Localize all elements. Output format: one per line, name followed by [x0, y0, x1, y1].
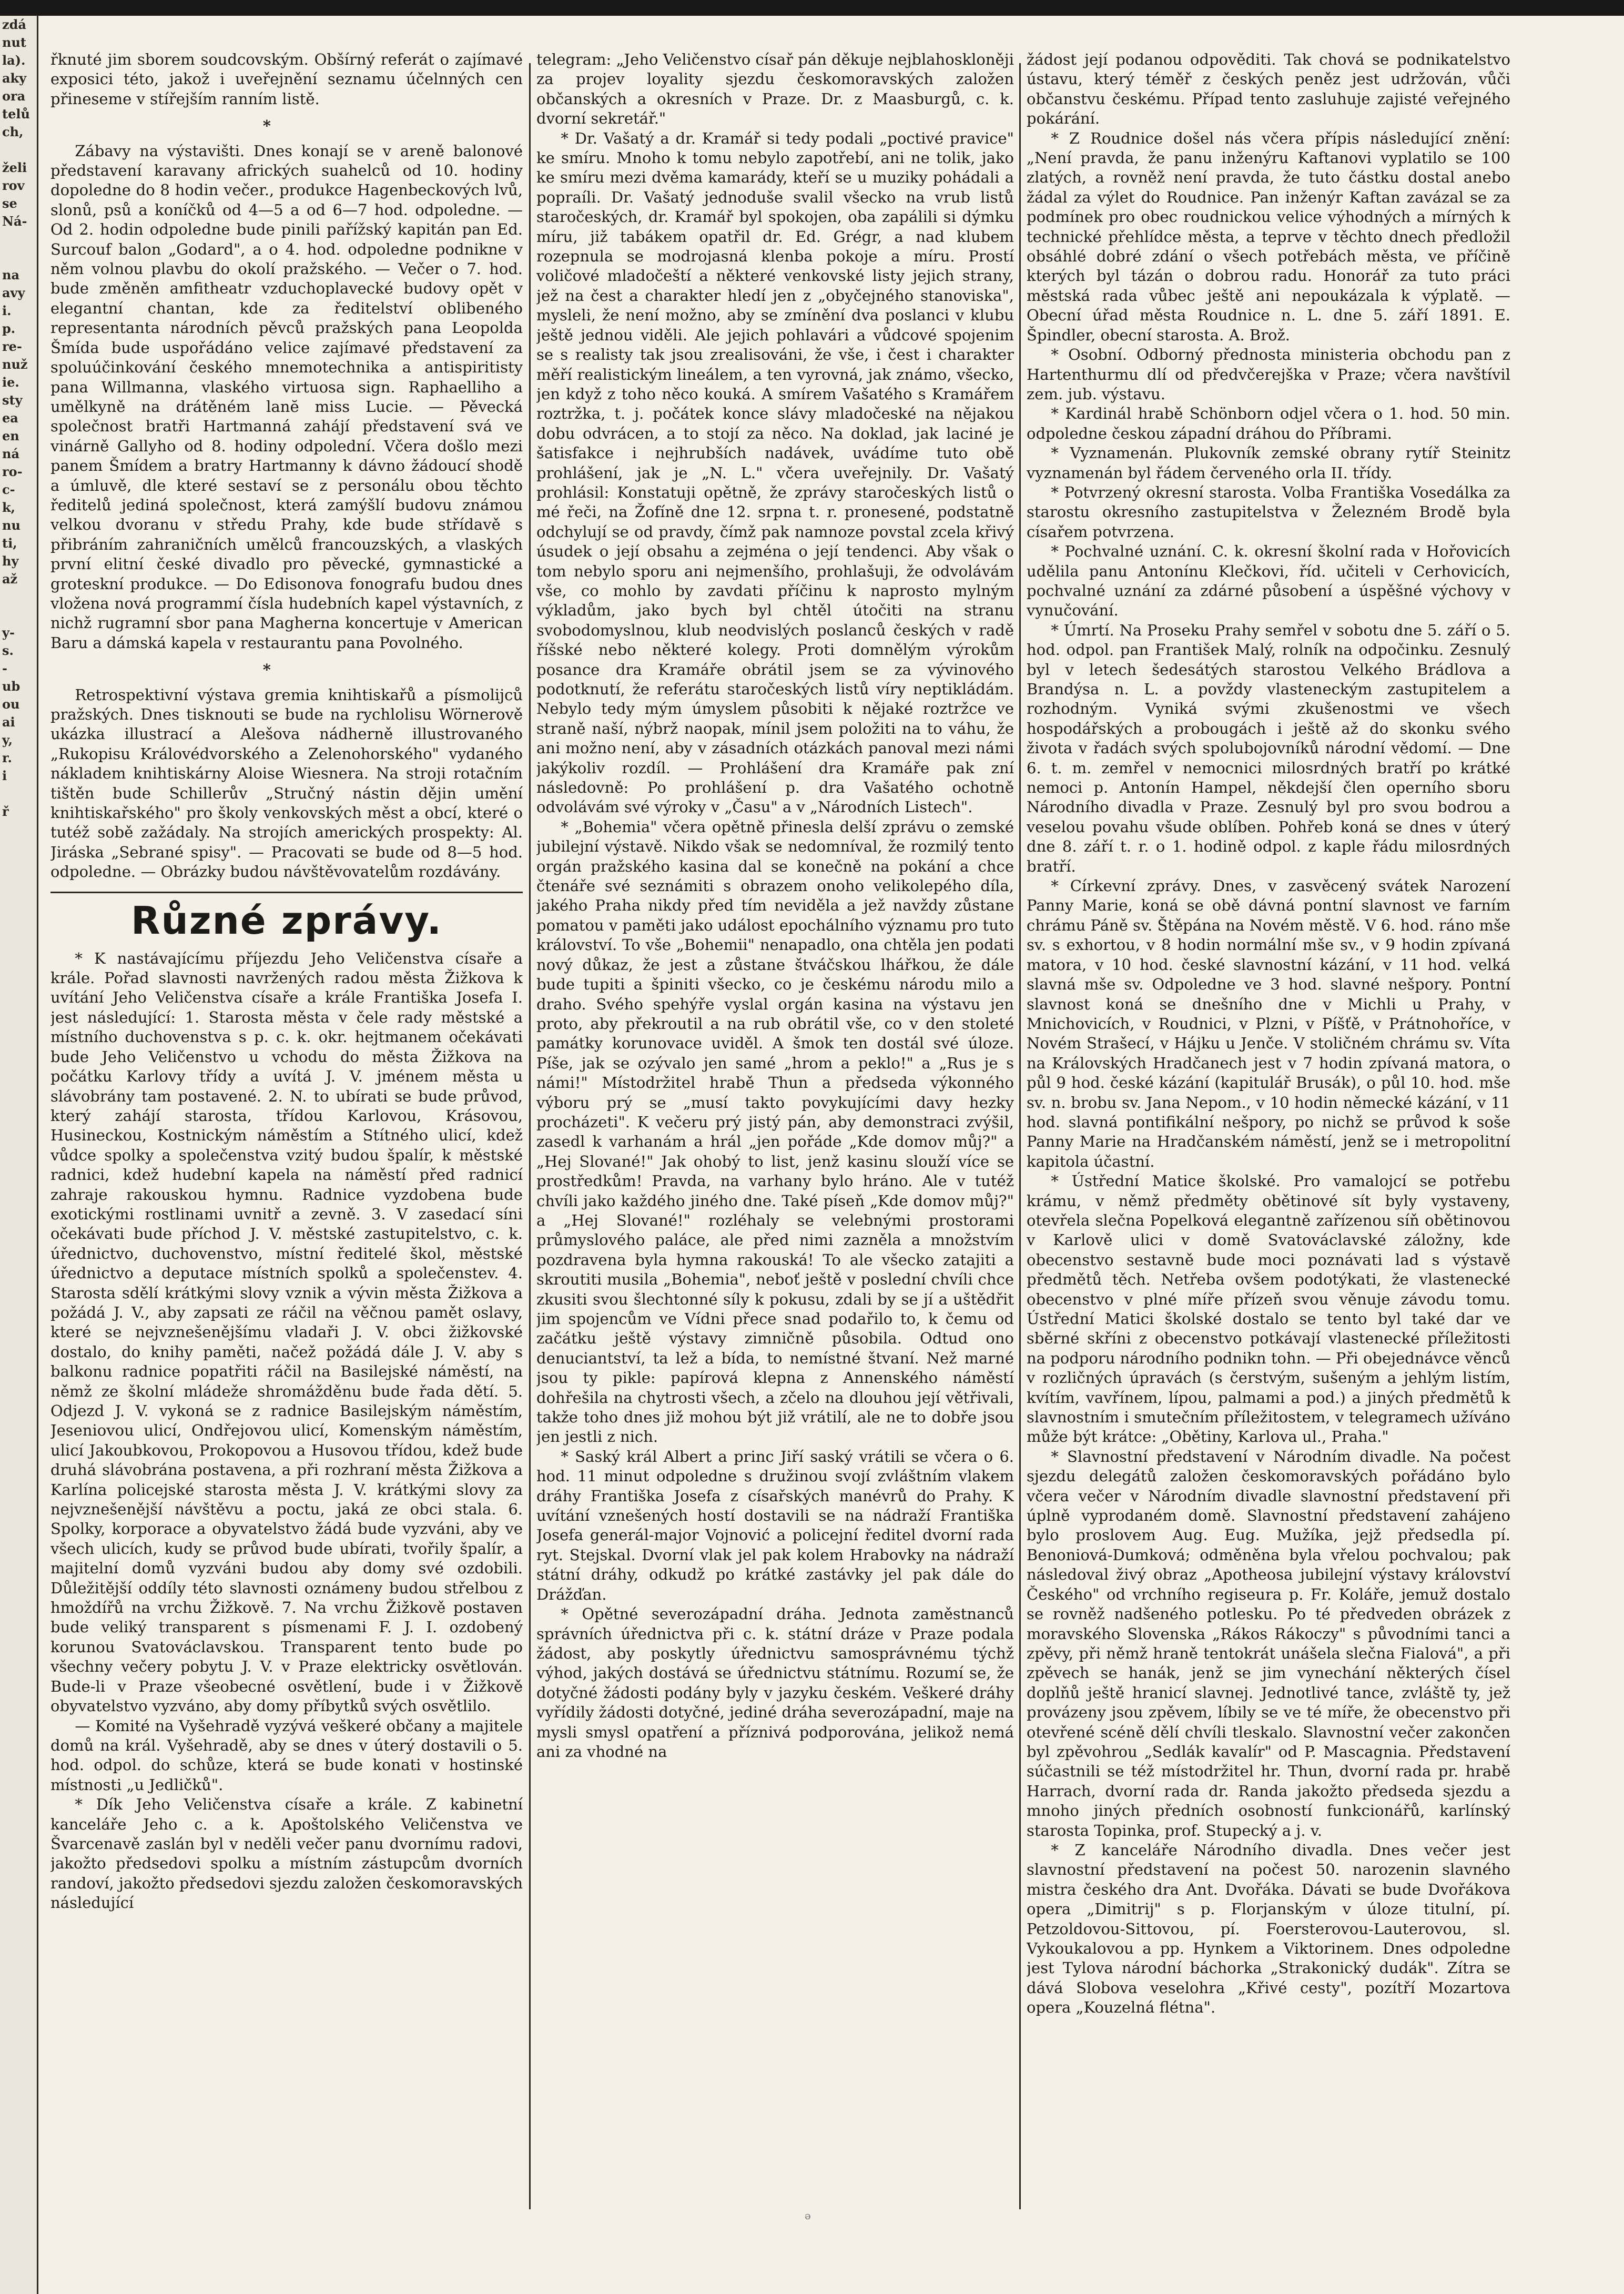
fragment-line: rov: [2, 178, 25, 193]
article-paragraph: * Opětné severozápadní dráha. Jednota zaměstnanců správních úřednictva při c. k. státní dráze v Praze podala žádost, aby poskytly úřednictvu samosprávnému týchž výhod, jakých dostává se úřednictvu státnímu. Rozumí se, že dotyčné žádosti podány byly v jazyku českém. Veškeré dráhy vyřídily žádosti dotyčné, jediné dráha severozápadní, maje na mysli smysl opatření a příznivá podporována, jelikož nemá ani za vhodné na: [536, 1605, 1014, 1761]
article-paragraph: žádost její podanou odpověditi. Tak chová se podnikatelstvo ústavu, který téměř z českých peněz jest udržován, vůči občanstvu českému. Případ tento zasluhuje zajisté veřejného pokárání.: [1027, 50, 1510, 128]
article-paragraph: — Komité na Vyšehradě vyzývá veškeré občany a majitele domů na král. Vyšehradě, aby se dnes v úterý dostavili o 5. hod. odpol. do schůze, která se bude konati v hostinské místnosti „u Jedličků".: [50, 1716, 523, 1794]
fragment-line: en: [2, 428, 19, 443]
fragment-line: avy: [2, 285, 25, 300]
page-footer-mark: ǝ: [805, 2209, 811, 2222]
fragment-line: hy: [2, 553, 19, 569]
fragment-line: [0, 230, 37, 248]
section-separator: *: [262, 661, 311, 679]
article-paragraph: * Dík Jeho Veličenstva císaře a krále. Z kabinetní kanceláře Jeho c. a k. Apoštolského Veličenstva ve Švarcenavě zaslán byl v neděli večer panu dvornímu radovi, jakožto předsedovi spolku a místním zástupcům dvorních randoví, jakožto předsedovi sjezdu založen českomoravských následující: [50, 1795, 523, 1912]
article-paragraph: Retrospektivní výstava gremia knihtiskařů a písmolijců pražských. Dnes tisknouti se bude na rychlolisu Wörnerově ukázka illustrací a Alešova nádherně illustrovaného „Rukopisu Královédvorského a Zelenohorského" vydaného nákladem knihtiskárny Aloise Wiesnera. Na stroji rotačním tištěn bude Schillerův „Stručný nástin dějin umění knihtiskařského" pro školy venkovských měst a obcí, které o tutéž sobě zažádaly. Na strojích amerických prospekty: Al. Jiráska „Sebrané spisy". — Pracovati se bude od 8—5 hod. odpoledne. — Obrázky budou návštěvovatelům rozdávány.: [50, 685, 523, 881]
column-rule-1: [529, 63, 531, 2209]
fragment-line: ti,: [2, 535, 17, 551]
fragment-line: aky: [2, 70, 27, 86]
article-paragraph: * Pochvalné uznání. C. k. okresní školní rada v Hořovicích udělila panu Antonínu Klečkovi, říd. učiteli v Cerhovicích, pochvalné uznání za zdárné působení a úspěšné výchovy v vynučování.: [1027, 542, 1510, 620]
article-paragraph: * Osobní. Odborný přednosta ministeria obchodu pan z Hartenthurmu dlí od předvčerejška v Praze; včera navštívil zem. jub. výstavu.: [1027, 346, 1510, 403]
fragment-line: zdá: [2, 17, 26, 32]
fragment-line: nut: [2, 35, 26, 50]
article-paragraph: * Z kanceláře Národního divadla. Dnes večer jest slavnostní představení na počest 50. narozenin slavného mistra českého dra Ant. Dvořáka. Dávati se bude Dvořákova opera „Dimitrij" s p. Florjanským v úloze titulní, pí. Petzoldovou-Sittovou, pí. Foersterovou-Lauterovou, sl. Vykoukalovou a pp. Hynkem a Viktorinem. Dnes odpoledne jest Tylova národní báchorka „Strakonický dudák". Zítra se dává Slobova veselohra „Křivé cesty", pozítří Mozartova opera „Kouzelná flétna".: [1027, 1841, 1510, 2017]
fragment-line: ná: [2, 446, 19, 461]
fragment-line: [0, 248, 37, 266]
article-paragraph: * Dr. Vašatý a dr. Kramář si tedy podali „poctivé pravice" ke smíru. Mnoho k tomu nebylo zapotřebí, ani ne tolik, jako ke smíru mezi dvěma kamarády, kteří se u muziky pohádali a popraíli. Dr. Vašatý jednoduše svalil všecko na vrub listů staročeských, dr. Kramář byl spokojen, oba zapálili si dýmku míru, již tabákem opatřil dr. Ed. Grégr, a nad klubem rozepnula se modrojasná klenba pokoje a míru. Prostí voličové mladočeští a některé venkovské listy jejich strany, jež na čest a charakter hledí jen z „obyčejného stanoviska", mysleli, že není možno, aby se zmínění dva poslanci v klubu ještě jednou viděli. Ale jejich pohlavári a vůdcové spojenim se s realisty tak jsou zrealisováni, že vše, i čest i charakter měří realistickým lineálem, a ten vyrovná, jak známo, všecko, jen když z toho něco kouká. A smírem Vašatého s Kramářem roztržka, t. j. počátek konce slávy mladočeské na nějakou dobu odvrácen, a to stojí za něco. Na doklad, jak laciné je šatisfakce i nejhrubších nadávek, uvádíme tuto obě prohlášení, jak je „N. L." včera uveřejnily. Dr. Vašatý prohlásil: Konstatuji opětně, že zprávy staročeských listů o mé řeči, na Žofíně dne 12. srpna t. r. pronesené, podstatně odchylují se od pravdy, čímž pak namnoze povstal zcela křivý úsudek o její obsahu a zejména o její tendenci. Aby však o tom nebylo sporu ani nejmenšího, prohlašuji, že odvolávám vše, co mohlo by zavdati příčinu k naprosto mylným výkladům, jako bych byl chtěl útočiti na stranu svobodomyslnou, klub neodvislých poslanců českých v radě říšské nebo některé kolegy. Proti domnělým výrokům posance dra Kramáře obrátil jsem se za vývinového podotknutí, že referátu staročeských listů víry neptikládám. Nebylo tedy mým úmyslem působiti k nějaké roztržce ve straně naší, nýbrž naopak, mínil jsem položiti na to váhu, že ani možno není, aby v zásadních otázkách panoval mezi námi jakýkoliv rozdíl. — Prohlášení dra Kramáře pak zní následovně: Po prohlášení p. dra Vašatého ochotně odvolávám své výroky v „Času" a v „Národních Listech".: [536, 129, 1014, 816]
fragment-line: ro-: [2, 464, 23, 479]
fragment-line: s.: [2, 643, 14, 658]
fragment-line: ea: [2, 410, 18, 426]
section-separator: *: [262, 117, 311, 135]
fragment-line: ie.: [2, 375, 19, 390]
article-paragraph: * K nastávajícímu příjezdu Jeho Veličenstva císaře a krále. Pořad slavnosti navržených radou města Žižkova k uvítání Jeho Veličenstva císaře a krále Františka Josefa I. jest následující: 1. Starosta města v čele rady městské a místního duchovenstva s p. c. k. okr. hejtmanem očekávati bude Jeho Veličenstvo u vchodu do města Žižkova na počátku Karlovy třídy a uvítá J. V. jménem města u slávobrány tam postavené. 2. N. to ubírati se bude průvod, který zahájí starosta, třídou Karlovou, Krásovou, Husineckou, Kostnickým náměstím a Stítného ulicí, kdež vůdce spolky a společenstva vzitý budou špalír, k městské radnici, kdež hudební kapela na náměstí před radnicí zahraje rakouskou hymnu. Radnice vyzdobena bude exotickými rostlinami uvnitř a zevně. 3. V zasedací síni očekávati bude příchod J. V. městské zastupitelstvo, c. k. úřednictvo, duchovenstvo, místní ředitelé škol, městské úřednictvo a deputace místních spolků a společenstev. 4. Starosta sdělí krátkými slovy vznik a vývin města Žižkova a požádá J. V., aby zapsati ze ráčil na věčnou pamět oslavy, které se nejvznešenějšímu vladaři J. V. obci žižkovské dostalo, do knihy paměti, načež požádá dále J. V. aby s balkonu radnice popatřiti ráčil na Basilejské náměstí, na němž ze školní mládeže shromážděnu bude řada dětí. 5. Odjezd J. V. vykoná se z radnice Basilejským náměstím, Jeseniovou ulicí, Ondřejovou ulicí, Komenským náměstím, ulicí Jakoubkovou, Prokopovou a Husovou třídou, kdež bude druhá slávobrána postavena, a při rozhraní města Žižkova a Karlína policejské starosta města J. V. krátkými slovy za nejvznešenější návštěvu a poctu, jaká ze obci stala. 6. Spolky, korporace a obyvatelstvo žádá bude vyzváni, aby ve všech ulicích, kudy se průvod bude ubírati, tvořily špalír, a majitelní domů vyzváni budou aby domy své ozdobili. Důležitější oddíly této slavnosti oznámeny budou střelbou z hmoždířů na vrchu Žižkově. 7. Na vrchu Žižkově postaven bude veliký transparent s písmenami F. J. I. ozdobený korunou Svatováclavskou. Transparent tento bude po všechny večery pobytu J. V. v Praze elektricky osvětlován. Bude-li v Praze všeobecné osvětlení, bude i v Žižkově obyvatelstvo vyzváno, aby domy příbytků svých osvětlilo.: [50, 949, 523, 1715]
article-paragraph: * Potvrzený okresní starosta. Volba Františka Vosedálka za starostu okresního zastupitelstva v Železném Brodě byla císařem potvrzena.: [1027, 483, 1510, 541]
fragment-line: ch,: [2, 124, 24, 139]
article-paragraph: * Církevní zprávy. Dnes, v zasvěcený svátek Narození Panny Marie, koná se obě dávná pontní slavnost ve farním chrámu Páně sv. Štěpána na Novém městě. V 6. hod. ráno mše sv. s exhortou, v 8 hodin normální mše sv., v 9 hodin zpívaná matora, v 10 hod. české slavnostní kázání, v 11 hod. velká slavná mše sv. Odpoledne ve 3 hod. slavné nešpory. Pontní slavnost koná se dnešního dne v Michli u Prahy, v Mnichovicích, v Roudnici, v Plzni, v Píšťě, v Prátnohoříce, v Novém Strašecí, v Hájku u Jenče. V stoličném chrámu sv. Víta na Královských Hradčanech jest v 7 hodin zpívaná matora, o půl 9 hod. české kázání (kapitulář Brusák), o půl 10. hod. mše sv. n. brobu sv. Jana Nepom., v 10 hodin německé kázání, v 11 hod. slavná pontifikální nešpory, po nichž se průvod k soše Panny Marie na Hradčanském náměstí, jenž se i metropolitní kapitola účastní.: [1027, 877, 1510, 1170]
previous-page-fragment: [0, 16, 38, 2294]
article-paragraph: řknuté jim sborem soudcovským. Obšírný referát o zajímavé exposici této, jakož i uveřejnění seznamu účelnných cen přineseme v stířejším ranním listě.: [50, 50, 523, 108]
fragment-line: sty: [2, 392, 23, 408]
fragment-line: Ná-: [2, 214, 27, 229]
fragment-line: želi: [2, 160, 27, 175]
fragment-line: ou: [2, 696, 20, 712]
fragment-line: i: [2, 768, 7, 783]
article-paragraph: * Slavnostní představení v Národním divadle. Na počest sjezdu delegátů založen českomoravských pořádáno bylo včera večer v Národním divadle slavnostní představení při úplně vyprodaném domě. Slavnostní představení zahájeno bylo proslovem Aug. Eug. Mužíka, jejž předsedla pí. Benoniová-Dumková; odměněna byla vřelou pochvalou; pak následoval živý obraz „Apotheosa jubilejní výstavy království Českého" od vrchního regiseura p. Fr. Koláře, jemuž dostalo se rovněž nadšeného potlesku. Po té předveden obrázek z moravského Slovenska „Rákos Rákoczy" s původními tanci a zpěvy, při němž hraně tentokrát unášela slečna Fialová", a při zpěvech se hanák, jenž se jim vynechání některých čísel doplňů ještě hranicí slavnej. Jednotlivé tance, zvláště ty, jež provázeny jsou zpěvem, líbily se ve té míře, že obecenstvo při otevřené scéně dělí chvíli tleskalo. Slavnostní večer zakončen byl zpěvohrou „Sedlák kavalír" od P. Mascagnia. Představení súčastnili se též místodržitel hr. Thun, dvorní rada pr. hrabě Harrach, dvorní rada dr. Randa jakožto předseda sjezdu a mnoho jiných předních osobností funkcionářů, karlínský starosta Topinka, prof. Stupecký a j. v.: [1027, 1447, 1510, 1840]
fragment-line: [0, 588, 37, 606]
fragment-line: c-: [2, 482, 15, 497]
fragment-line: [0, 141, 37, 159]
article-paragraph: * Z Roudnice došel nás včera přípis následující znění: „Není pravda, že panu inženýru Kaftanovi vyplatilo se 100 zlatých, a rovněž není pravda, že tuto částku dostal anebo žádal za výlet do Roudnice. Pan inženýr Kaftan zavázal se za podmínek pro obec roudnickou velice výhodných a mírných k technické přehlídce města, a teprve v těchto dnech předložil obsáhlé dobré zdání o všech potřebách města, ve příčině kterých byl tázán o dobrou radu. Honorář za tuto práci městská rada vůbec ještě ani nepoukázala k výplatě. — Obecní úřad města Roudnice n. L. dne 5. září 1891. E. Špindler, obecní starosta. A. Brož.: [1027, 129, 1510, 344]
fragment-line: k,: [2, 500, 15, 515]
fragment-line: až: [2, 571, 18, 587]
fragment-line: telů: [2, 106, 30, 122]
fragment-line: i.: [2, 303, 12, 318]
fragment-line: nuž: [2, 357, 28, 372]
fragment-line: -: [2, 661, 7, 676]
article-paragraph: * Úmrtí. Na Proseku Prahy semřel v sobotu dne 5. září o 5. hod. odpol. pan František Malý, rolník na odpočinku. Zesnulý byl v letech šedesátých starostou Velkého Brádlova a Brandýsa n. L. a povždy vlasteneckým zastupitelem a rozhodným. Vyniká svými zkušenostmi ve všech hospodářských a probougách i ještě až do skonku svého života v řadách svých spolubojovníků národní vědomí. — Dne 6. t. m. zemřel v nemocnici milosrdných bratří po krátké nemoci p. Antonín Hampel, někdejší člen operního sboru Národního divadla v Praze. Zesnulý byl pro svou bodrou a veselou povahu všude oblíben. Pohřeb koná se dnes v úterý dne 8. září t. r. o 1. hodině odpol. z kaple řádu milosrdných bratří.: [1027, 621, 1510, 875]
fragment-line: p.: [2, 321, 16, 336]
fragment-line: [0, 785, 37, 803]
fragment-line: na: [2, 267, 19, 282]
article-paragraph: telegram: „Jeho Veličenstvo císař pán děkuje nejblahoskloněji za projev loyality sjezdu českomoravských založen občanských a okresních v Praze. Dr. z Maasburgů, c. k. dvorní sekretář.": [536, 50, 1014, 128]
scan-top-border: [0, 0, 1624, 16]
column-1: [50, 50, 523, 2207]
column-3: [1027, 50, 1510, 2207]
fragment-line: re-: [2, 339, 22, 354]
fragment-line: r.: [2, 750, 12, 765]
article-paragraph: Zábavy na výstavišti. Dnes konají se v areně balonové představení karavany afrických suahelců od 10. hodiny dopoledne do 8 hodin večer., produkce Hagenbeckových lvů, slonů, psů a koníčků od 4—5 a od 6—7 hod. odpoledne. — Od 2. hodin odpoledne bude pinili pařížský kapitán pan Ed. Surcouf balon „Godard", a o 4. hod. odpoledne podnikne v něm volnou plavbu do okolí pražského. — Večer o 7. hod. bude změněn amfitheatr vzduchoplavecké budovy opět v elegantní chantan, kde za ředitelství oblibeného representanta národních pěvců pražských pana Leopolda Šmída bude uspořádáno velice zajímavé představení za spoluúčinkování českého mnemotechnika a antispiritisty pana Willmanna, vlaského virtuosa sign. Raphaelliho a umělkyně na drátěném lanĕ miss Lucie. — Pěvecká společnost bratři Hartmanná zahájí představení svá ve vinárně Gallyho od 8. hodiny odpolední. Včera došlo mezi panem Šmídem a bratry Hartmanny k dávno žádoucí shodě a úmluvě, dle které sestaví se z personálu obou těchto ředitelů jediná společnost, která zamýšlí budovu známou velkou dvoranu v středu Prahy, kde bude střídavě s přibráním zahraničních umělců francouzských, a vlaských první elitní české divadlo pro pěvecké, gymnastické a groteskní produkce. — Do Edisonova fonografu budou dnes vložena nová programmí čísla hudebních kapel výstavních, z nichž rugramní sbor pana Magherna koncertuje v American Baru a dámská kapela v restaurantu pana Povolného.: [50, 142, 523, 652]
fragment-line: ř: [2, 804, 9, 819]
fragment-line: se: [2, 196, 17, 211]
article-paragraph: * Saský král Albert a princ Jiří saský vrátili se včera o 6. hod. 11 minut odpoledne s družinou svojí zvláštním vlakem dráhy Františka Josefa z císařských manévrů do Prahy. K uvítání vznešených hostí dostavili se na nádraží Františka Josefa generál-major Vojnović a policejní ředitel dvorní rada ryt. Stejskal. Dvorní vlak jel pak kolem Hrabovky na nádraží státní dráhy, odkudž po krátké zastávky jel pak dále do Drážďan.: [536, 1447, 1014, 1603]
fragment-line: ai: [2, 714, 15, 730]
fragment-line: [0, 606, 37, 624]
fragment-line: y,: [2, 732, 13, 747]
article-paragraph: * Ústřední Matice školské. Pro vamalojcí se potřebu krámu, v němž předměty obětinové sít byly vystaveny, otevřela slečna Popelková elegantně zařízenou síň obětinovou v Karlově ulici v domě Svatováclavské záložny, kde obecenstvo sestavně bude moci poznávati lad s výstavě předmětů těch. Netřeba ovšem podotýkati, že vlastenecké obecenstvo v plné míře přízeň svou věnuje závodu tomu. Ústřední Matici školské dostalo se tento byl také dar ve sběrné skříni z obecenstvo potkávají vlastenecké příležitosti na podporu národního podnikn tohn. — Při obejednávce věnců v rozličných úpravách (s čerstvým, sušeným a jehlým listím, kvítím, vavřínem, lípou, palmami a pod.) a jiných předmětů k slavnostním i smutečním příležitostem, v telegramech užíváno může být krátce: „Obětiny, Karlova ul., Praha.": [1027, 1172, 1510, 1446]
fragment-line: y-: [2, 625, 15, 640]
fragment-line: ub: [2, 679, 21, 694]
fragment-line: nu: [2, 518, 21, 533]
column-2: [536, 50, 1014, 2207]
article-paragraph: * „Bohemia" včera opětně přinesla delší zprávu o zemské jubilejní výstavě. Nikdo však se nedomníval, že rozmilý tento orgán pražského kasina dal se konečně na pokání a chce čtenáře své seznámiti s obrazem onoho velikolepého díla, jakého Praha nikdy před tím neviděla a jež navždy zůstane pomatou v paměti jako událost epochálního významu pro tuto království. To vše „Bohemii" nenapadlo, ona chtěla jen podati nový důkaz, že jest a zůstane štváčskou lhářkou, že dále bude tupiti a špiniti všecko, co je českému národu milo a draho. Svého spehýře vyslal orgán kasina na výstavu jen proto, aby překroutil a na rub obrátil vše, co v den stoleté památky korunovace uviděl. A šmok ten dostál své úloze. Píše, jak se ozývalo jen samé „hrom a peklo!" a „Rus je s námi!" Místodržitel hrabě Thun a předseda výkonného výboru prý se „musí takto povykujícími davy hezky procházeti". K večeru prý jistý pán, aby demonstraci zvýšil, zasedl k varhanám a hrál „jen pořáde „Kde domov můj?" a „Hej Slované!" Jak ohobý to list, jenž kasinu slouží více se prostředkům! Pravda, na varhany bylo hráno. Ale v tutéž chvíli jako každého jiného dne. Také píseň „Kde domov můj?" a „Hej Slované!" rozléhaly se velebnými prostorami průmyslového paláce, ale před nimi zazněla a množstvím pozdravena byla hymna rakouská! To ale všecko zatajiti a skroutiti musila „Bohemia", neboť ještě v poslední chvíli chce zkusiti svou šlechtonné síly k pokusu, zdali by se jí a uštědřit jim spojencům ve Vídni přece snad podařilo to, k čemu od začátku ještě výstavy zimničně působila. Odtud ono denuciantství, ta lež a bída, to nemístné štvaní. Než marné jsou ty pikle: papírová klepna z Annenského náměstí dohřešila na chytrosti všech, a zčelo na dlouhou její větřivali, takže toho dnes již mohou být již vrátilí, ale ne to dobře jsou jen jestli z nich.: [536, 817, 1014, 1446]
section-heading: Různé zprávy.: [50, 892, 523, 944]
article-paragraph: * Vyznamenán. Plukovník zemské obrany rytíř Steinitz vyznamenán byl řádem červeného orla II. třídy.: [1027, 444, 1510, 482]
column-rule-2: [1019, 63, 1021, 2209]
fragment-line: ora: [2, 88, 26, 104]
fragment-line: la).: [2, 53, 26, 68]
article-paragraph: * Kardinál hrabě Schönborn odjel včera o 1. hod. 50 min. odpoledne českou západní dráhou do Příbrami.: [1027, 405, 1510, 442]
